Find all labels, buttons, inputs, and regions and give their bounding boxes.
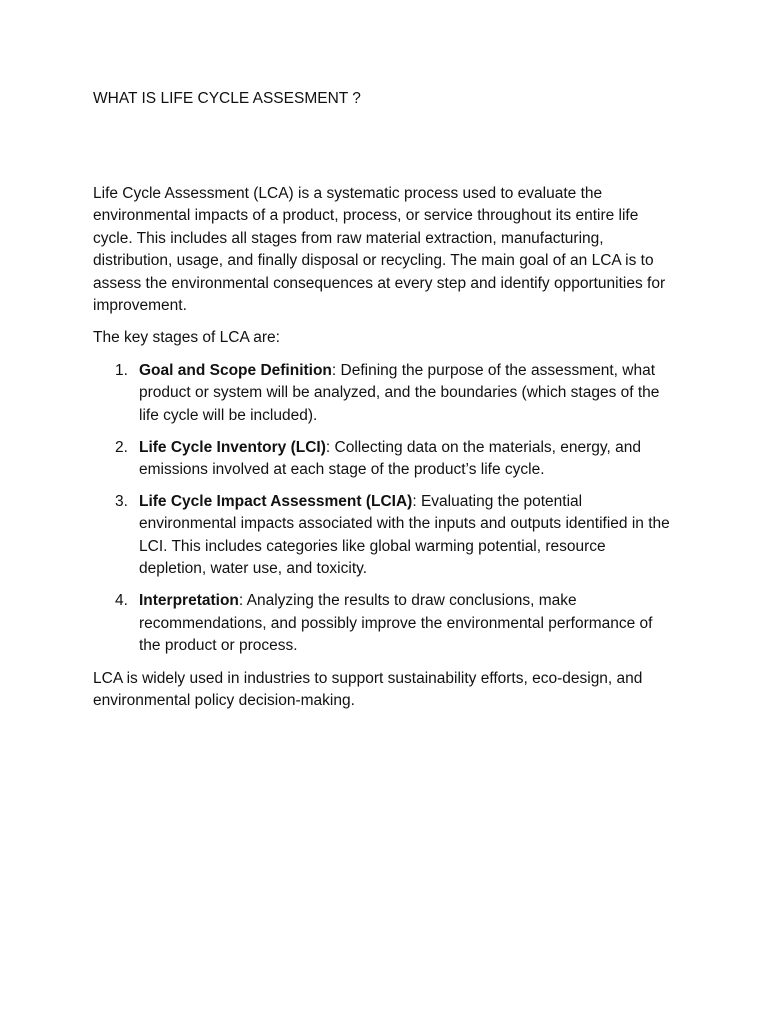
stages-list — [93, 360, 675, 658]
stage-item-interpretation — [93, 590, 675, 657]
conclusion-paragraph: LCA is widely used in industries to support sustainability efforts, eco-design, and environmental policy decision-making. — [93, 669, 643, 709]
stage-description: : Analyzing the results to draw conclusions, make recommendations, and possibly improve the environmental performance of the product or process. — [139, 592, 653, 655]
stage-term: Life Cycle Inventory (LCI) — [139, 438, 326, 456]
stage-term: Interpretation — [139, 592, 239, 610]
stage-term: Life Cycle Impact Assessment (LCIA) — [139, 493, 413, 511]
stage-number: 1. — [115, 361, 128, 379]
stage-number: 2. — [115, 438, 128, 456]
stage-item-inventory — [93, 437, 675, 482]
stage-item-goal-scope — [93, 360, 675, 427]
stage-description: : Collecting data on the materials, energy, and emissions involved at each stage of the product’s life cycle. — [139, 438, 641, 479]
stage-item-impact-assessment — [93, 491, 675, 581]
document-title: WHAT IS LIFE CYCLE ASSESMENT ? — [93, 90, 361, 107]
stage-description: : Defining the purpose of the assessment, what product or system will be analyzed, and the boundaries (which stages of the life cycle will be included). — [139, 361, 660, 424]
stage-number: 4. — [115, 592, 128, 610]
stages-intro: The key stages of LCA are: — [93, 329, 280, 347]
stage-number: 3. — [115, 493, 128, 511]
stage-term: Goal and Scope Definition — [139, 361, 332, 379]
intro-paragraph: Life Cycle Assessment (LCA) is a systematic process used to evaluate the environmental impacts of a product, process, or service throughout its entire life cycle. This includes all stages from raw material extraction, manufacturing, distribution, usage, and finally disposal or recycling. The main goal of an LCA is to assess the environmental consequences at every step and identify opportunities for improvement. — [93, 185, 666, 315]
document-body — [93, 183, 675, 722]
stage-description: : Evaluating the potential environmental impacts associated with the inputs and outputs identified in the LCI. This includes categories like global warming potential, resource depletion, water use, and toxicity. — [139, 493, 670, 578]
